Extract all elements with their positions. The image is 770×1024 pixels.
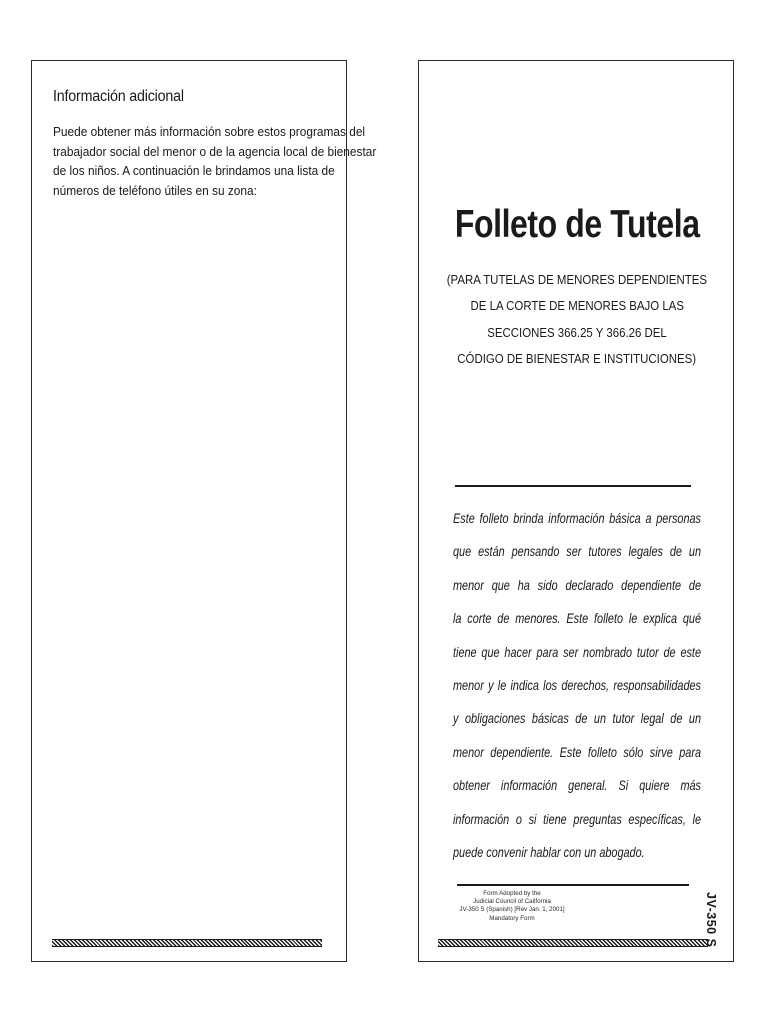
form-code-vertical: JV-350 S bbox=[704, 892, 718, 948]
intro-line: la corte de menores. Este folleto le explica qué bbox=[453, 611, 701, 627]
footer-line: JV-350 S (Spanish) [Rev Jan. 1, 2001] bbox=[459, 906, 565, 914]
subtitle-line: SECCIONES 366.25 Y 366.26 DEL bbox=[487, 324, 667, 340]
additional-info-line: Puede obtener más información sobre estos programas del bbox=[53, 124, 366, 139]
pamphlet-title bbox=[419, 203, 735, 247]
bottom-divider bbox=[457, 884, 689, 886]
intro-paragraph bbox=[453, 502, 701, 869]
footer-line: Form Adopted by the bbox=[483, 890, 541, 897]
form-footer bbox=[437, 890, 587, 923]
intro-line: menor dependiente. Este folleto sólo sirve para bbox=[453, 744, 701, 760]
subtitle-line: CÓDIGO DE BIENESTAR E INSTITUCIONES) bbox=[457, 350, 697, 366]
additional-info-line: de los niños. A continuación le brindamos una lista de bbox=[53, 163, 335, 179]
intro-line: puede convenir hablar con un abogado. bbox=[453, 845, 645, 861]
left-hatched-divider bbox=[52, 939, 322, 947]
right-hatched-divider bbox=[438, 939, 708, 947]
intro-line: y obligaciones básicas de un tutor legal de un bbox=[453, 711, 701, 727]
intro-line: Este folleto brinda información básica a personas bbox=[453, 511, 701, 526]
footer-line: Mandatory Form bbox=[489, 914, 535, 922]
intro-line: información o si tiene preguntas específicas, le bbox=[453, 811, 701, 827]
subtitle-line: DE LA CORTE DE MENORES BAJO LAS bbox=[470, 298, 684, 314]
intro-line: menor que ha sido declarado dependiente de bbox=[453, 577, 701, 593]
intro-line: menor y le indica los derechos, responsabilidades bbox=[453, 678, 701, 694]
additional-info-text bbox=[53, 122, 377, 200]
additional-info-line: números de teléfono útiles en su zona: bbox=[53, 182, 257, 198]
intro-line: tiene que hacer para ser nombrado tutor de este bbox=[453, 644, 701, 660]
intro-line: obtener información general. Si quiere más bbox=[453, 778, 701, 794]
intro-line: que están pensando ser tutores legales de un bbox=[453, 544, 701, 560]
pamphlet-subtitle bbox=[419, 267, 735, 372]
footer-line: Judicial Council of California bbox=[473, 898, 551, 906]
left-panel bbox=[31, 60, 377, 962]
right-panel bbox=[418, 60, 734, 962]
additional-info-line: trabajador social del menor o de la agencia local de bienestar bbox=[53, 143, 377, 159]
additional-info-heading: Información adicional bbox=[53, 88, 184, 105]
pamphlet-title-text: Folleto de Tutela bbox=[454, 203, 700, 246]
subtitle-line: (PARA TUTELAS DE MENORES DEPENDIENTES bbox=[446, 272, 708, 287]
top-divider bbox=[455, 485, 691, 487]
